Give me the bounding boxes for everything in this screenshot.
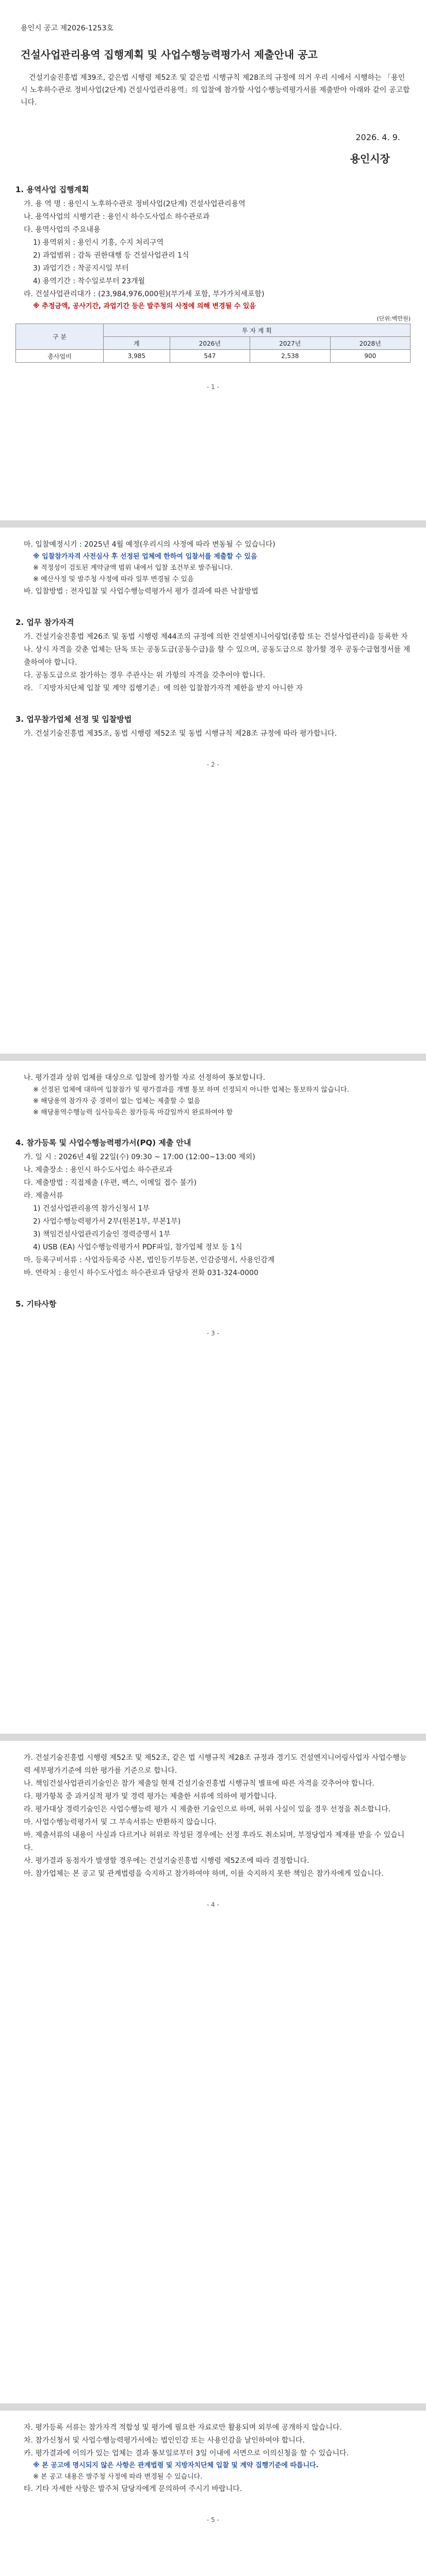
page-number: - 1 - [207,383,219,391]
section-item: 바. 제출서류의 내용이 사실과 다르거나 허위로 작성된 경우에는 선정 후라도 취소되며, 부정당업자 제재를 받을 수 있습니다. [24,1831,405,1852]
section-item: 라. 제출서류 [24,1192,63,1200]
section-item: 다. 용역사업의 주요내용 [24,226,101,234]
section-heading: 5. 기타사항 [15,1299,57,1309]
table-group-header: 투 자 계 획 [104,324,411,337]
document-page-5 [15,2421,411,2530]
table-unit: (단위:백만원) [376,315,411,322]
notice-title: 건설사업관리용역 집행계획 및 사업수행능력평가서 제출안내 공고 [21,48,318,61]
section-item: 마. 등록구비서류 : 사업자등록증 사본, 법인등기부등본, 인감증명서, 사용인감계 [24,1256,275,1264]
section-item: 아. 참가업체는 본 공고 및 관계법령을 숙지하고 참가하여야 하며, 이를 숙지하지 못한 책임은 참가자에게 있습니다. [24,1870,384,1878]
section-item: 가. 용 역 명 : 용인시 노후하수관로 정비사업(2단계) 건설사업관리용역 [24,200,245,208]
section-item: 카. 평가결과에 이의가 있는 업체는 결과 통보일로부터 3일 이내에 서면으로 이의신청을 할 수 있습니다. [24,2449,349,2458]
section-item: 나. 제출장소 : 용인시 하수도사업소 하수관로과 [24,1166,173,1174]
section-item: 바. 연락처 : 용인시 하수도사업소 하수관로과 담당자 전화 031-324-0000 [24,1269,258,1277]
notice-number: 용인시 공고 제2026-1253호 [21,24,113,32]
note: ※ 입찰참가자격 사전심사 후 선정된 업체에 한하여 입찰서를 제출할 수 있음 [33,553,257,561]
table-header-cell: 2026년 [170,337,250,350]
section-subitem: 1) 건설사업관리용역 참가신청서 1부 [33,1205,150,1213]
section-item: 타. 기타 자세한 사항은 발주처 담당자에게 문의하여 주시기 바랍니다. [24,2485,242,2493]
table-header-cell: 2027년 [250,337,330,350]
section-item: 차. 참가신청서 및 사업수행능력평가서에는 법인인감 또는 사용인감을 날인하여야 합니다. [24,2436,305,2445]
section-heading: 3. 업무참가업체 선정 및 입찰방법 [15,715,132,724]
table-cell: 900 [330,350,410,363]
table-header-cell: 구 분 [16,324,104,350]
document-page-1 [15,15,411,397]
table-cell: 3,985 [104,350,170,363]
section-item: 바. 입찰방법 : 전자입찰 및 사업수행능력평가서 평가 결과에 따른 낙찰방법 [24,587,258,596]
table-header-cell: 계 [104,337,170,350]
warning-note: ※ 추정금액, 공사기간, 과업기간 등은 발주청의 사정에 의해 변경될 수 있음 [33,302,256,310]
notice-intro: 건설기술진흥법 제39조, 같은법 시행령 제52조 및 같은법 시행규칙 제28조의 규정에 의거 우리 시에서 시행하는 「용인시 노후하수관로 정비사업(2단계) 건설사업관리용역」의 입찰에 참가할 사업수행능력평가서를 제출받아 아래와 같이 공고합니다. [21,74,410,107]
section-subitem: 2) 사업수행능력평가서 2부(원본1부, 부본1부) [33,1217,181,1226]
section-heading: 1. 용역사업 집행계획 [15,185,89,194]
note: ※ 적정성이 검토된 계약금액 범위 내에서 입찰 조건부로 발주됩니다. [33,564,233,572]
section-subitem: 4) USB (EA) 사업수행능력평가서 PDF파일, 참가업체 정보 등 1식 [33,1243,242,1251]
section-item: 자. 평가등록 서류는 참가자격 적합성 및 평가에 필요한 자료로만 활용되며 외부에 공개하지 않습니다. [24,2424,342,2432]
section-subitem: 3) 책임건설사업관리기술인 경력증명서 1부 [33,1230,171,1239]
page-number: - 2 - [207,761,219,768]
table-cell: 2,538 [250,350,330,363]
section-item: 나. 상시 자격을 갖춘 업체는 단독 또는 공동도급(공동수급)을 할 수 있으며, 공동도급으로 참가할 경우 공동수급협정서를 제출하여야 합니다. [24,646,411,667]
table-cell: 547 [170,350,250,363]
section-item: 라. 「지방자치단체 입찰 및 계약 집행기준」에 의한 입찰참가자격 제한을 받지 아니한 자 [24,684,303,692]
section-item: 나. 평가결과 상위 업체를 대상으로 입찰에 참가할 자로 선정하여 통보합니다. [24,1074,266,1082]
table-cell: 총사업비 [16,350,104,363]
document-page-2 [15,538,411,774]
section-subitem: 4) 용역기간 : 착수일로부터 23개월 [33,277,145,285]
note: ※ 해당용역수행능력 심사등록은 참가등록 마감일까지 완료하여야 함 [33,1109,233,1116]
section-item: 사. 평가결과 동점자가 발생할 경우에는 건설기술진흥법 시행령 제52조에 따라 결정합니다. [24,1857,309,1865]
section-item: 마. 입찰예정시기 : 2025년 4월 예정(우리시의 사정에 따라 변동될 수 있습니다) [24,540,275,549]
section-item: 다. 제출방법 : 직접제출 (우편, 팩스, 이메일 접수 불가) [24,1179,197,1187]
document-page-3 [15,1072,411,1343]
page-number: - 3 - [207,1330,219,1337]
section-item: 가. 건설기술진흥법 제35조, 동법 시행령 제52조 및 동법 시행규칙 제28조 규정에 따라 평가합니다. [24,730,337,738]
section-item: 다. 공동도급으로 참가하는 경우 주관사는 위 가항의 자격을 갖추어야 합니다. [24,671,266,680]
issuer-name: 용인시장 [350,152,390,165]
note: ※ 선정된 업체에 대하여 입찰참가 및 평가결과를 개별 통보 하며 선정되지 아니한 업체는 통보하지 않습니다. [33,1086,349,1094]
section-item: 가. 건설기술진흥법 시행령 제52조 및 제52조, 같은 법 시행규칙 제28조 규정과 경기도 건설엔지니어링사업자 사업수행능력 세부평가기준에 의한 평가를 기준으로 합니다. [24,1754,407,1775]
table-header-cell: 2028년 [330,337,410,350]
page-separator [0,520,426,528]
section-item: 가. 일 시 : 2026년 4월 22일(수) 09:30 ~ 17:00 (12:00~13:00 제외) [24,1153,255,1161]
note: ※ 예산사정 및 발주청 사정에 따라 일부 변경될 수 있음 [33,575,194,583]
section-subitem: 3) 과업기간 : 착공지시일 부터 [33,264,129,273]
notice-date: 2026. 4. 9. [355,132,400,142]
note: ※ 해당용역 참가자 중 경력이 없는 업체는 제출할 수 없음 [33,1097,201,1105]
section-item: 가. 건설기술진흥법 제26조 및 동법 시행령 제44조의 규정에 의한 건설엔지니어링업(종합 또는 건설사업관리)을 등록한 자 [24,633,408,641]
note: ※ 본 공고 내용은 발주청 사정에 따라 변경될 수 있습니다. [33,2473,203,2481]
document-page-4 [15,1752,411,1914]
page-separator [0,1054,426,1061]
section-item: 마. 사업수행능력평가서 및 그 부속서류는 반환하지 않습니다. [24,1818,217,1826]
section-heading: 4. 참가등록 및 사업수행능력평가서(PQ) 제출 안내 [15,1138,191,1147]
page-number: - 4 - [207,1901,219,1908]
section-item: 나. 용역사업의 시행기관 : 용인시 하수도사업소 하수관로과 [24,213,210,221]
page-separator [0,1734,426,1741]
page-number: - 5 - [207,2516,219,2523]
note: ※ 본 공고에 명시되지 않은 사항은 관계법령 및 지방자치단체 입찰 및 계약 집행기준에 따릅니다. [33,2462,319,2469]
section-subitem: 1) 용역위치 : 용인시 기흥, 수지 처리구역 [33,239,164,247]
section-item: 나. 책임건설사업관리기술인은 참가 제출일 현재 건설기술진흥법 시행규칙 별표에 따른 자격을 갖추어야 합니다. [24,1780,374,1788]
table-row [16,350,411,363]
section-item: 라. 평가대상 경력기술인은 사업수행능력 평가 시 제출한 기술인으로 하며, 허위 사실이 있을 경우 선정을 취소합니다. [24,1805,391,1814]
section-heading: 2. 업무 참가자격 [15,618,74,627]
investment-table [15,324,411,363]
section-item: 라. 건설사업관리대가 : (23,984,976,000원)(부가세 포함, 부가가치세포함) [24,290,265,298]
section-subitem: 2) 과업범위 : 감독 권한대행 등 건설사업관리 1식 [33,251,189,260]
section-item: 다. 평가항목 중 과거실적 평가 및 경력 평가는 제출한 서류에 의하여 평가합니다. [24,1792,277,1801]
page-separator [0,2403,426,2411]
